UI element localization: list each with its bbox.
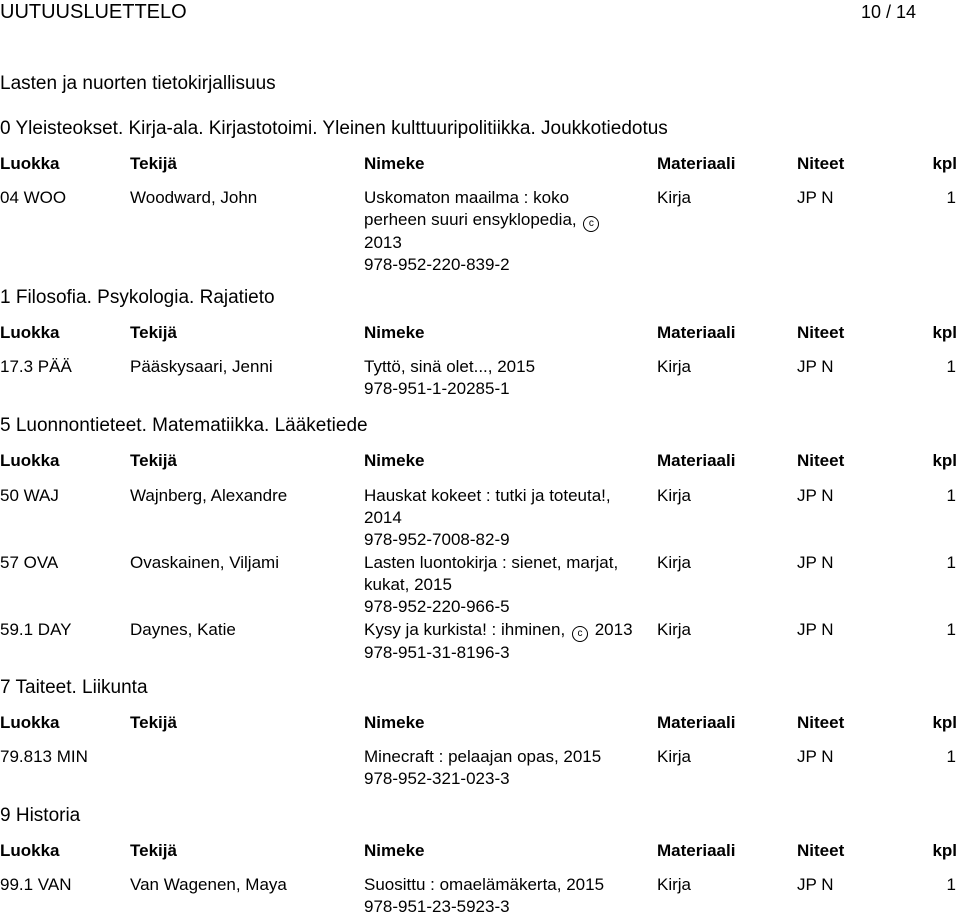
cell-tekija: Van Wagenen, Maya: [130, 875, 287, 894]
cell-nimeke: [364, 356, 654, 400]
isbn: 978-951-23-5923-3: [364, 897, 510, 916]
cell-luokka: 99.1 VAN: [0, 875, 72, 894]
col-materiaali: Materiaali: [657, 713, 736, 732]
cell-tekija: Woodward, John: [130, 188, 258, 207]
col-materiaali: Materiaali: [657, 841, 736, 860]
cell-kpl: 1: [946, 875, 956, 894]
col-niteet: Niteet: [797, 713, 845, 732]
cell-kpl: 1: [946, 486, 956, 505]
col-kpl: kpl: [932, 451, 957, 470]
title-line: kukat, 2015: [364, 575, 452, 594]
cell-niteet: JP N: [797, 188, 834, 207]
isbn: 978-952-220-966-5: [364, 597, 510, 616]
col-nimeke: Nimeke: [364, 154, 425, 173]
group-heading: 0 Yleisteokset. Kirja-ala. Kirjastotoimi. Yleinen kulttuuripolitiikka. Joukkotiedotus: [0, 118, 668, 139]
col-tekija: Tekijä: [130, 323, 177, 342]
cell-luokka: 79.813 MIN: [0, 747, 88, 766]
cell-materiaali: Kirja: [657, 747, 692, 766]
title-text: perheen suuri ensyklopedia,: [364, 210, 577, 229]
col-nimeke: Nimeke: [364, 323, 425, 342]
group-heading: 1 Filosofia. Psykologia. Rajatieto: [0, 287, 275, 308]
title-text: Kysy ja kurkista! : ihminen,: [364, 620, 566, 639]
title-line: Minecraft : pelaajan opas, 2015: [364, 747, 602, 766]
cell-niteet: JP N: [797, 620, 834, 639]
column-header-row: [0, 840, 960, 862]
column-header-row: [0, 153, 960, 175]
cell-tekija: Daynes, Katie: [130, 620, 236, 639]
cell-kpl: 1: [946, 553, 956, 572]
cell-niteet: JP N: [797, 357, 834, 376]
group-heading: 5 Luonnontieteet. Matematiikka. Lääketiede: [0, 415, 368, 436]
cell-tekija: Pääskysaari, Jenni: [130, 357, 273, 376]
cell-nimeke: [364, 187, 654, 276]
cell-materiaali: Kirja: [657, 620, 692, 639]
cell-kpl: 1: [946, 747, 956, 766]
col-luokka: Luokka: [0, 323, 60, 342]
cell-niteet: JP N: [797, 486, 834, 505]
cell-tekija: Wajnberg, Alexandre: [130, 486, 288, 505]
col-tekija: Tekijä: [130, 841, 177, 860]
col-tekija: Tekijä: [130, 713, 177, 732]
title-year: 2013: [594, 620, 633, 639]
isbn: 978-951-1-20285-1: [364, 379, 510, 398]
title-line: Uskomaton maailma : koko: [364, 188, 570, 207]
cell-luokka: 17.3 PÄÄ: [0, 357, 72, 376]
col-nimeke: Nimeke: [364, 713, 425, 732]
col-luokka: Luokka: [0, 451, 60, 470]
cell-niteet: JP N: [797, 875, 834, 894]
group-heading: 7 Taiteet. Liikunta: [0, 677, 148, 698]
cell-luokka: 59.1 DAY: [0, 620, 72, 639]
cell-materiaali: Kirja: [657, 188, 692, 207]
col-kpl: kpl: [932, 323, 957, 342]
col-niteet: Niteet: [797, 154, 845, 173]
section-title: Lasten ja nuorten tietokirjallisuus: [0, 73, 276, 94]
isbn: 978-952-7008-82-9: [364, 530, 510, 549]
title-line: Tyttö, sinä olet..., 2015: [364, 357, 536, 376]
cell-materiaali: Kirja: [657, 357, 692, 376]
col-niteet: Niteet: [797, 451, 845, 470]
col-materiaali: Materiaali: [657, 323, 736, 342]
cell-luokka: 04 WOO: [0, 188, 67, 207]
col-luokka: Luokka: [0, 154, 60, 173]
col-kpl: kpl: [932, 713, 957, 732]
cell-luokka: 50 WAJ: [0, 486, 59, 505]
cell-luokka: 57 OVA: [0, 553, 59, 572]
copyright-icon: c: [583, 216, 599, 232]
col-kpl: kpl: [932, 841, 957, 860]
isbn: 978-952-321-023-3: [364, 769, 510, 788]
title-line: 2013: [364, 233, 402, 252]
isbn: 978-952-220-839-2: [364, 255, 510, 274]
cell-materiaali: Kirja: [657, 553, 692, 572]
col-niteet: Niteet: [797, 323, 845, 342]
column-header-row: [0, 322, 960, 344]
cell-materiaali: Kirja: [657, 875, 692, 894]
title-line: Hauskat kokeet : tutki ja toteuta!,: [364, 486, 611, 505]
col-niteet: Niteet: [797, 841, 845, 860]
cell-tekija: Ovaskainen, Viljami: [130, 553, 279, 572]
col-kpl: kpl: [932, 154, 957, 173]
cell-nimeke: [364, 552, 654, 618]
cell-kpl: 1: [946, 357, 956, 376]
copyright-icon: c: [572, 626, 588, 642]
isbn: 978-951-31-8196-3: [364, 643, 510, 662]
col-nimeke: Nimeke: [364, 841, 425, 860]
col-tekija: Tekijä: [130, 154, 177, 173]
cell-nimeke: [364, 746, 654, 790]
cell-niteet: JP N: [797, 553, 834, 572]
col-luokka: Luokka: [0, 713, 60, 732]
cell-kpl: 1: [946, 620, 956, 639]
title-line: [364, 619, 654, 642]
title-line: [364, 209, 654, 232]
title-line: Lasten luontokirja : sienet, marjat,: [364, 553, 619, 572]
col-nimeke: Nimeke: [364, 451, 425, 470]
cell-materiaali: Kirja: [657, 486, 692, 505]
column-header-row: [0, 712, 960, 734]
col-materiaali: Materiaali: [657, 154, 736, 173]
col-materiaali: Materiaali: [657, 451, 736, 470]
cell-nimeke: [364, 619, 654, 664]
cell-nimeke: [364, 874, 654, 918]
document-title: UUTUUSLUETTELO: [0, 1, 187, 23]
cell-niteet: JP N: [797, 747, 834, 766]
col-luokka: Luokka: [0, 841, 60, 860]
cell-kpl: 1: [946, 188, 956, 207]
title-line: Suosittu : omaelämäkerta, 2015: [364, 875, 605, 894]
group-heading: 9 Historia: [0, 805, 81, 826]
title-line: 2014: [364, 508, 402, 527]
cell-nimeke: [364, 485, 654, 551]
page-number: 10 / 14: [860, 2, 916, 22]
column-header-row: [0, 450, 960, 472]
col-tekija: Tekijä: [130, 451, 177, 470]
